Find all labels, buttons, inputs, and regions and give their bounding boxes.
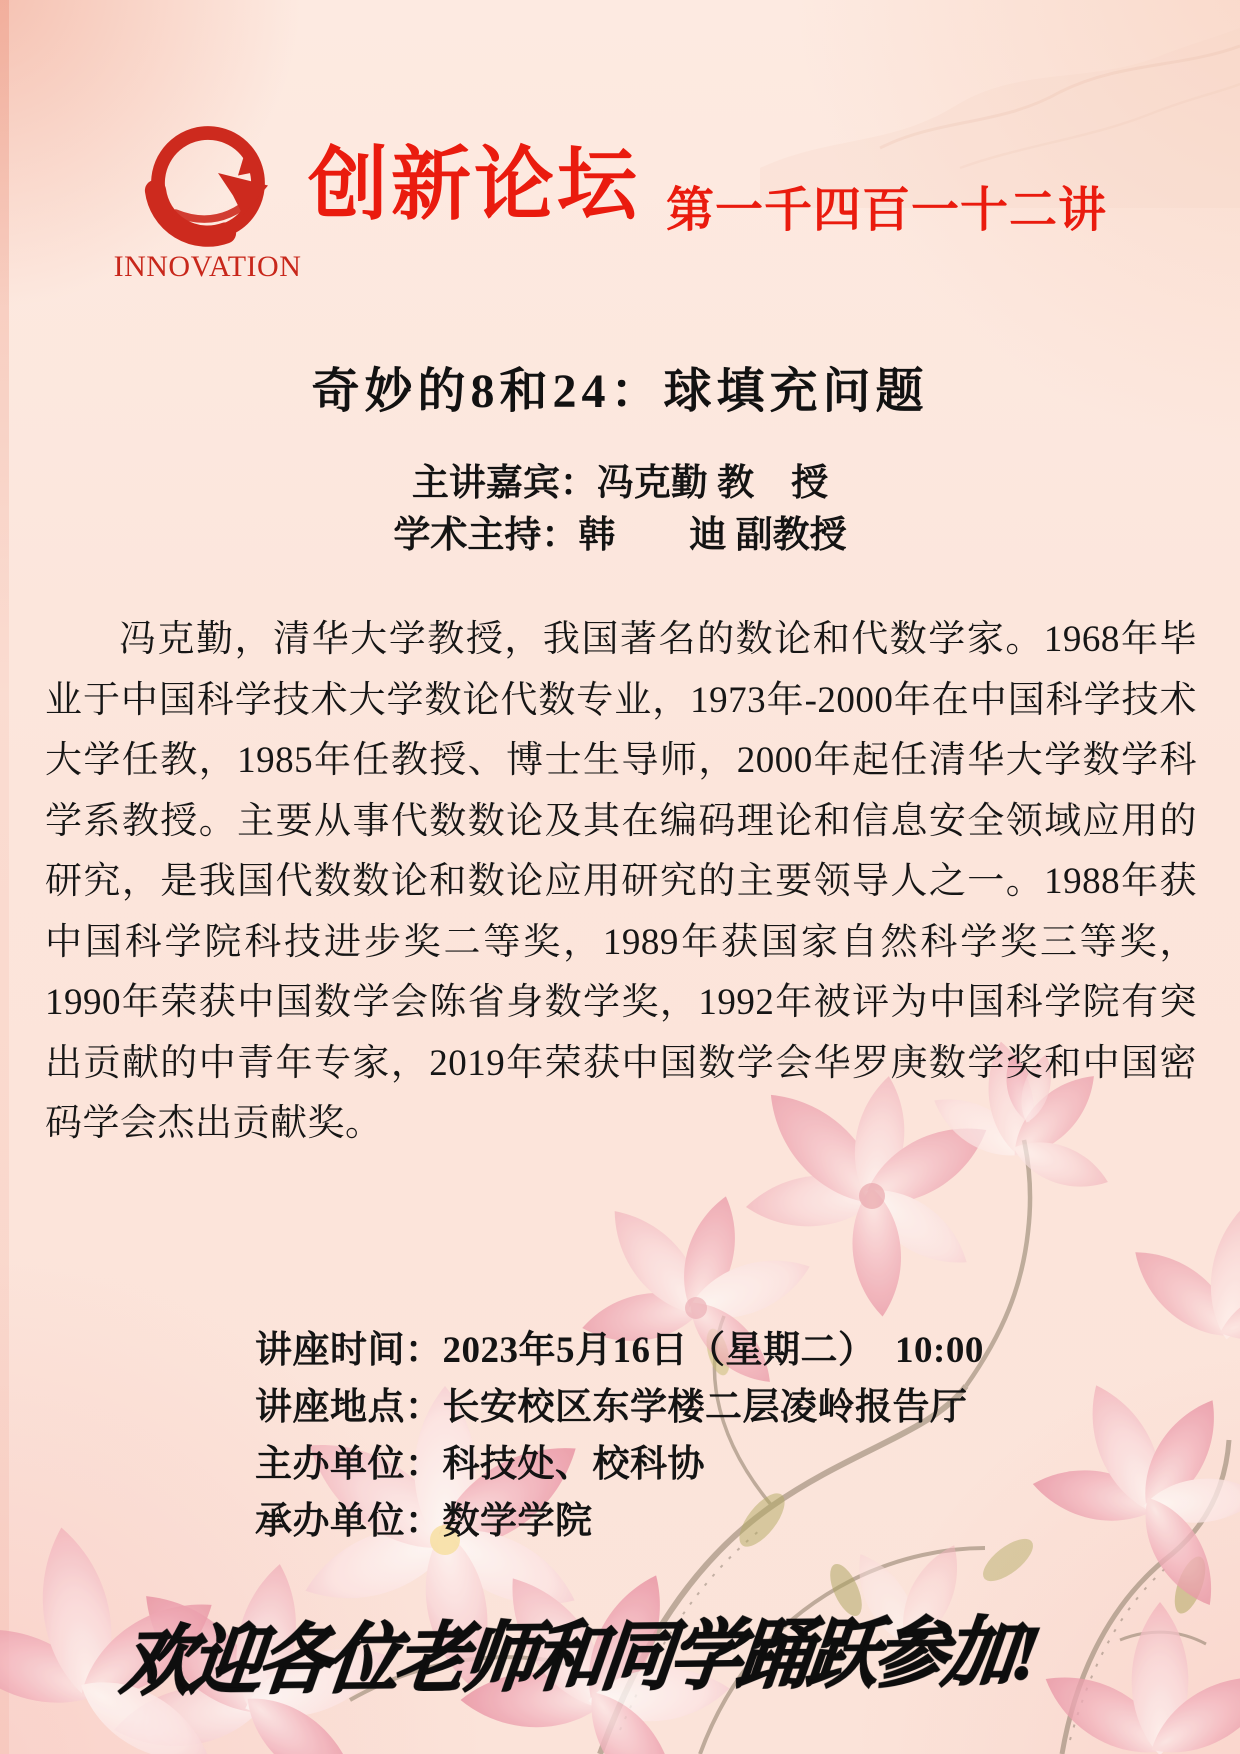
lecture-number: 第一千四百一十二讲 (666, 184, 1108, 237)
lecture-title: 奇妙的8和24：球填充问题 (311, 365, 929, 418)
detail-undertaker: 承办单位：数学学院 (255, 1501, 593, 1542)
innovation-logo (100, 108, 315, 284)
lecture-details (255, 1322, 984, 1550)
guest-lines (0, 458, 1240, 562)
forum-title: 创新论坛 (308, 140, 640, 229)
speaker-bio: 冯克勤，清华大学教授，我国著名的数论和代数学家。1968年毕业于中国科学技术大学数论代数专业，1973年-2000年在中国科学技术大学任教，1985年任教授、博士生导师，2000年起任清华大学数学科学系教授。主要从事代数数论及其在编码理论和信息安全领域应用的研究，是我国代数数论和数论应用研究的主要领导人之一。1988年获中国科学院科技进步奖二等奖，1989年获国家自然科学奖三等奖，1990年荣获中国数学会陈省身数学奖，1992年被评为中国科学院有突出贡献的中青年专家，2019年荣获中国数学会华罗庚数学奖和中国密码学会杰出贡献奖。 (45, 619, 1197, 1144)
speaker-line: 主讲嘉宾：冯克勤 教 授 (411, 463, 829, 504)
mountain-artwork (760, 18, 1240, 208)
detail-organizer: 主办单位：科技处、校科协 (255, 1444, 705, 1485)
innovation-wordmark: INNOVATION (113, 250, 302, 283)
welcome-banner: 欢迎各位老师和同学踊跃参加! (117, 1611, 1042, 1705)
innovation-swoosh-icon (132, 108, 284, 258)
detail-location: 讲座地点：长安校区东学楼二层凌岭报告厅 (255, 1387, 968, 1428)
host-line: 学术主持：韩 迪 副教授 (393, 515, 847, 556)
detail-time: 讲座时间：2023年5月16日（星期二） 10:00 (255, 1330, 984, 1371)
